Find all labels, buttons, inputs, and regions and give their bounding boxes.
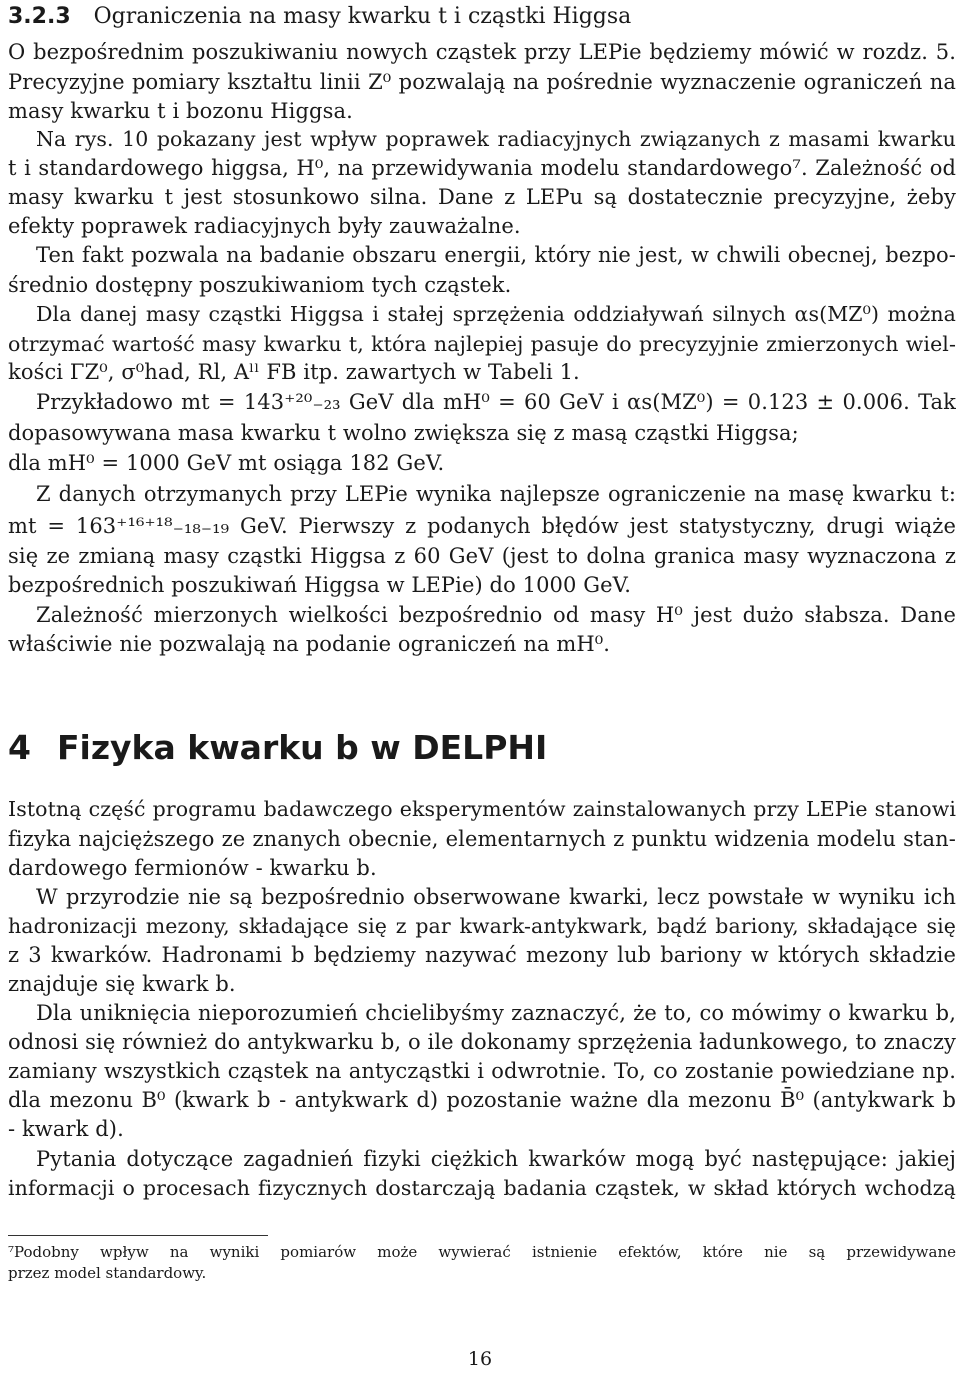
text-line: dla mezonu B⁰ (kwark b - antykwark d) pozostanie ważne dla mezonu B̄⁰ (antykwark b <box>8 1088 956 1112</box>
text-line: Na rys. 10 pokazany jest wpływ poprawek radiacyjnych związanych z masami kwarku <box>36 127 956 151</box>
subsection-heading <box>8 2 631 32</box>
text-line: masy kwarku t i bozonu Higgsa. <box>8 99 353 123</box>
text-line: t i standardowego higgsa, H⁰, na przewidywania modelu standardowego⁷. Zależność od <box>8 156 956 180</box>
text-line: Ten fakt pozwala na badanie obszaru energii, który nie jest, w chwili obecnej, bezpo- <box>36 243 956 267</box>
text-line: znajduje się kwark b. <box>8 972 236 996</box>
text-line: Istotną część programu badawczego eksperymentów zainstalowanych przy LEPie stanowi <box>8 797 956 821</box>
section-title: Fizyka kwarku b w DELPHI <box>56 728 548 767</box>
footnote-line: ⁷Podobny wpływ na wyniki pomiarów może wywierać istnienie efektów, które nie są przewidywane <box>8 1243 956 1261</box>
text-line: informacji o procesach fizycznych dostarczają badania cząstek, w skład których wchodzą <box>8 1176 956 1200</box>
text-line: bezpośrednich poszukiwań Higgsa w LEPie) do 1000 GeV. <box>8 573 632 597</box>
text-line: O bezpośrednim poszukiwaniu nowych cząstek przy LEPie będziemy mówić w rozdz. 5. <box>8 40 956 64</box>
text-line: dopasowywana masa kwarku t wolno zwiększa się z masą cząstki Higgsa; <box>8 421 799 445</box>
text-line: hadronizacji mezony, składające się z par kwark-antykwark, bądź bariony, składające się <box>8 914 956 938</box>
footnote-line: przez model standardowy. <box>8 1264 207 1282</box>
page-number: 16 <box>467 1348 493 1370</box>
subsection-title: Ograniczenia na masy kwarku t i cząstki Higgsa <box>93 4 632 29</box>
text-line: średnio dostępny poszukiwaniom tych cząstek. <box>8 273 512 297</box>
text-line: się ze zmianą masy cząstki Higgsa z 60 GeV (jest to dolna granica masy wyznaczona z <box>8 544 956 568</box>
section-heading <box>8 726 547 770</box>
text-line: Z danych otrzymanych przy LEPie wynika najlepsze ograniczenie na masę kwarku t: <box>36 482 956 506</box>
text-line: Dla uniknięcia nieporozumień chcielibyśmy zaznaczyć, że to, co mówimy o kwarku b, <box>36 1001 956 1025</box>
text-line: W przyrodzie nie są bezpośrednio obserwowane kwarki, lecz powstałe w wyniku ich <box>36 885 956 909</box>
subsection-number: 3.2.3 <box>8 4 71 29</box>
text-line: Zależność mierzonych wielkości bezpośrednio od masy H⁰ jest dużo słabsza. Dane <box>36 603 956 627</box>
footnote-divider <box>8 1235 268 1236</box>
text-line: otrzymać wartość masy kwarku t, która najlepiej pasuje do precyzyjnie zmierzonych wiel- <box>8 332 956 356</box>
text-line: właściwie nie pozwalają na podanie ograniczeń na mH⁰. <box>8 632 611 656</box>
text-line: mt = 163⁺¹⁶⁺¹⁸₋₁₈₋₁₉ GeV. Pierwszy z podanych błędów jest statystyczny, drugi wiąże <box>8 514 956 538</box>
section-number: 4 <box>8 728 31 767</box>
text-line: z 3 kwarków. Hadronami b będziemy nazywać mezony lub bariony w których składzie <box>8 943 956 967</box>
text-line: fizyka najcięższego ze znanych obecnie, elementarnych z punktu widzenia modelu stan- <box>8 827 956 851</box>
text-line: masy kwarku t jest stosunkowo silna. Dane z LEPu są dostatecznie precyzyjne, żeby <box>8 185 956 209</box>
text-line: efekty poprawek radiacyjnych były zauważalne. <box>8 214 521 238</box>
text-line: dardowego fermionów - kwarku b. <box>8 856 377 880</box>
text-line: odnosi się również do antykwarku b, o ile dokonamy sprzężenia ładunkowego, to znaczy <box>8 1030 956 1054</box>
text-line: zamiany wszystkich cząstek na antycząstki i odwrotnie. To, co zostanie powiedziane np. <box>8 1059 956 1083</box>
text-line: dla mH⁰ = 1000 GeV mt osiąga 182 GeV. <box>8 451 445 475</box>
text-line: - kwark d). <box>8 1117 124 1141</box>
text-line: Dla danej masy cząstki Higgsa i stałej sprzężenia oddziaływań silnych αs(MZ⁰) można <box>36 302 956 326</box>
text-line: Precyzyjne pomiary kształtu linii Z⁰ pozwalają na pośrednie wyznaczenie ograniczeń na <box>8 70 956 94</box>
text-line: Pytania dotyczące zagadnień fizyki ciężkich kwarków mogą być następujące: jakiej <box>36 1147 956 1171</box>
text-line: kości ΓZ⁰, σ⁰had, Rl, Aˡˡ FB itp. zawartych w Tabeli 1. <box>8 360 580 384</box>
text-line: Przykładowo mt = 143⁺²⁰₋₂₃ GeV dla mH⁰ = 60 GeV i αs(MZ⁰) = 0.123 ± 0.006. Tak <box>36 390 956 414</box>
